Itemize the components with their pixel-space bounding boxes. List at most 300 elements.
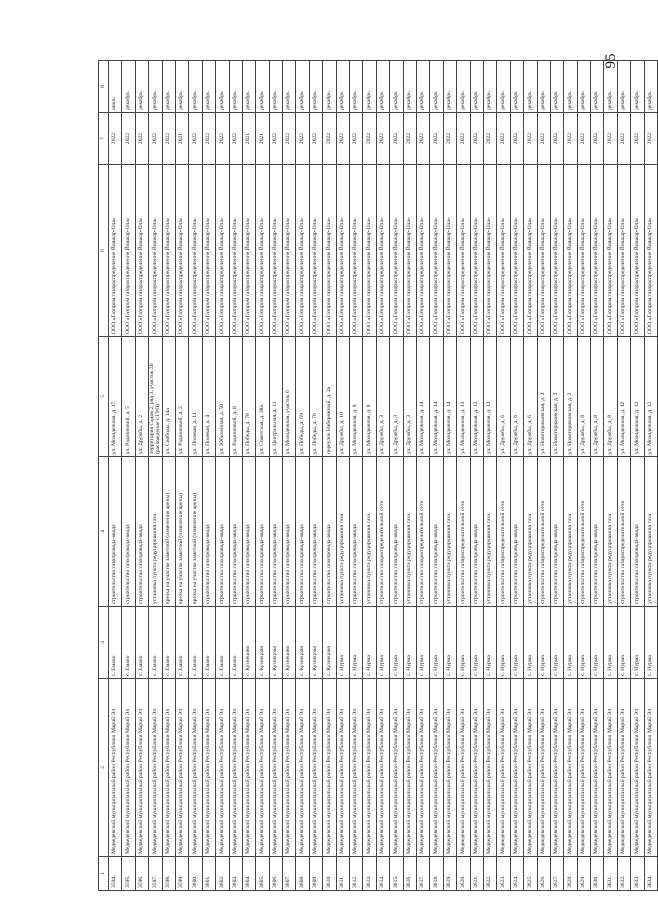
table-row xyxy=(296,61,309,891)
row-number-cell: 3628. xyxy=(564,857,577,891)
work-type-cell: строительство газопровода-ввода xyxy=(550,457,563,607)
address-cell: ул. Советская, д. 38а xyxy=(256,337,269,457)
table-row xyxy=(591,61,604,891)
organization-cell: ООО «Газпром газораспределение Йошкар-Ола» xyxy=(510,165,523,337)
table-row xyxy=(189,61,202,891)
year-cell: 2022 xyxy=(631,113,644,165)
settlement-cell: с. Еманo xyxy=(162,607,175,679)
work-type-cell: строительство газораспределительной сети xyxy=(376,457,389,607)
work-type-cell: установка пункта редуцирования газа xyxy=(604,457,617,607)
organization-cell: ООО «Газпром газораспределение Йошкар-Ола» xyxy=(269,165,282,337)
address-cell: ул. Дружбы, д. 8 xyxy=(604,337,617,457)
address-cell: ул. Полевая, д. 11 xyxy=(189,337,202,457)
address-cell: ул. Дружбы, д. 3 xyxy=(390,337,403,457)
month-cell: июнь xyxy=(109,61,122,113)
month-cell: декабрь xyxy=(644,61,657,113)
municipality-cell: Медведевский муниципальный район Республики Марий Эл xyxy=(390,679,403,857)
address-cell: ул. Победы, д. 76 xyxy=(309,337,322,457)
settlement-cell: с. Еманo xyxy=(135,607,148,679)
work-type-cell: установка пункта редуцирования газа xyxy=(564,457,577,607)
address-cell: ул. Дружбы, д. 8 xyxy=(577,337,590,457)
table-row xyxy=(122,61,135,891)
address-cell: ул. Молодежная, д. 14 xyxy=(443,337,456,457)
municipality-cell: Медведевский муниципальный район Республики Марий Эл xyxy=(296,679,309,857)
month-cell: декабрь xyxy=(631,61,644,113)
month-cell: декабрь xyxy=(135,61,148,113)
organization-cell: ООО «Газпром газораспределение Йошкар-Ола» xyxy=(149,165,162,337)
header-row xyxy=(99,61,109,891)
municipality-cell: Медведевский муниципальный район Республики Марий Эл xyxy=(283,679,296,857)
work-type-cell: строительство газопровода-ввода xyxy=(309,457,322,607)
month-cell: декабрь xyxy=(336,61,349,113)
settlement-cell: с. Нурма xyxy=(403,607,416,679)
year-cell: 2022 xyxy=(604,113,617,165)
municipality-cell: Медведевский муниципальный район Республики Марий Эл xyxy=(483,679,496,857)
municipality-cell: Медведевский муниципальный район Республики Марий Эл xyxy=(229,679,242,857)
municipality-cell: Медведевский муниципальный район Республики Марий Эл xyxy=(430,679,443,857)
organization-cell: ООО «Газпром газораспределение Йошкар-Ола» xyxy=(336,165,349,337)
row-number-cell: 3611. xyxy=(336,857,349,891)
organization-cell: ООО «Газпром газораспределение Йошкар-Ола» xyxy=(443,165,456,337)
table-row xyxy=(350,61,363,891)
row-number-cell: 3595. xyxy=(122,857,135,891)
month-cell: декабрь xyxy=(122,61,135,113)
year-cell: 2022 xyxy=(350,113,363,165)
settlement-cell: с. Кузнецово xyxy=(323,607,336,679)
municipality-cell: Медведевский муниципальный район Республики Марий Эл xyxy=(604,679,617,857)
address-cell: ул. Дружбы, д. 6 xyxy=(524,337,537,457)
municipality-cell: Медведевский муниципальный район Республики Марий Эл xyxy=(537,679,550,857)
organization-cell: ООО «Газпром газораспределение Йошкар-Ола» xyxy=(109,165,122,337)
work-type-cell: строительство газопровода-ввода xyxy=(470,457,483,607)
work-type-cell: строительство газораспределительной сети xyxy=(577,457,590,607)
address-cell: ул. Молодежная, д. 17 xyxy=(109,337,122,457)
address-cell: ул. Юбилейная, д. 50 xyxy=(216,337,229,457)
settlement-cell: с. Еманo xyxy=(175,607,188,679)
column-header: 7 xyxy=(99,113,109,165)
year-cell: 2022 xyxy=(309,113,322,165)
row-number-cell: 3629. xyxy=(577,857,590,891)
settlement-cell: с. Нурма xyxy=(416,607,429,679)
settlement-cell: с. Кузнецово xyxy=(309,607,322,679)
organization-cell: ООО «Газпром газораспределение Йошкар-Ола» xyxy=(644,165,657,337)
address-cell: ул. Полевая, д. 4 xyxy=(202,337,215,457)
work-type-cell: установка пункта редуцирования газа xyxy=(336,457,349,607)
month-cell: декабрь xyxy=(376,61,389,113)
month-cell: декабрь xyxy=(363,61,376,113)
column-header: 5 xyxy=(99,337,109,457)
work-type-cell: установка пункта редуцирования газа xyxy=(403,457,416,607)
municipality-cell: Медведевский муниципальный район Республики Марий Эл xyxy=(591,679,604,857)
year-cell: 2022 xyxy=(537,113,550,165)
organization-cell: ООО «Газпром газораспределение Йошкар-Ола» xyxy=(550,165,563,337)
year-cell: 2021 xyxy=(256,113,269,165)
municipality-cell: Медведевский муниципальный район Республики Марий Эл xyxy=(135,679,148,857)
address-cell: ул. Победы, д. 78 xyxy=(242,337,255,457)
year-cell: 2022 xyxy=(283,113,296,165)
row-number-cell: 3609. xyxy=(309,857,322,891)
address-cell: ул. Молодежная, д. 8 xyxy=(350,337,363,457)
address-cell: ул. Дружбы, д. 8 xyxy=(591,337,604,457)
month-cell: декабрь xyxy=(591,61,604,113)
work-type-cell: строительство газопровода-ввода xyxy=(510,457,523,607)
municipality-cell: Медведевский муниципальный район Республики Марий Эл xyxy=(524,679,537,857)
settlement-cell: с. Кузнецово xyxy=(283,607,296,679)
work-type-cell: строительство газопровода-ввода xyxy=(256,457,269,607)
municipality-cell: Медведевский муниципальный район Республики Марий Эл xyxy=(497,679,510,857)
row-number-cell: 3632. xyxy=(617,857,630,891)
work-type-cell: строительство газопровода-ввода xyxy=(296,457,309,607)
year-cell: 2022 xyxy=(363,113,376,165)
work-type-cell: установка пункта редуцирования газа xyxy=(443,457,456,607)
organization-cell: ООО «Газпром газораспределение Йошкар-Ола» xyxy=(323,165,336,337)
row-number-cell: 3621. xyxy=(470,857,483,891)
table-row xyxy=(416,61,429,891)
organization-cell: ООО «Газпром газораспределение Йошкар-Ола» xyxy=(564,165,577,337)
row-number-cell: 3625. xyxy=(524,857,537,891)
settlement-cell: с. Нурма xyxy=(470,607,483,679)
settlement-cell: с. Еманo xyxy=(149,607,162,679)
gasification-table xyxy=(98,60,658,891)
address-cell: ул. Свободы, д. 14а xyxy=(162,337,175,457)
work-type-cell: строительство газопровода-ввода xyxy=(283,457,296,607)
year-cell: 2022 xyxy=(443,113,456,165)
month-cell: декабрь xyxy=(403,61,416,113)
year-cell: 2022 xyxy=(336,113,349,165)
month-cell: декабрь xyxy=(443,61,456,113)
organization-cell: ООО «Газпром газораспределение Йошкар-Ола» xyxy=(202,165,215,337)
table-row xyxy=(631,61,644,891)
settlement-cell: с. Кузнецово xyxy=(242,607,255,679)
work-type-cell: установка пункта редуцирования газа xyxy=(483,457,496,607)
settlement-cell: с. Нурма xyxy=(483,607,496,679)
municipality-cell: Медведевский муниципальный район Республики Марий Эл xyxy=(403,679,416,857)
column-header: 1 xyxy=(99,857,109,891)
month-cell: декабрь xyxy=(390,61,403,113)
work-type-cell: строительство газопровода-ввода xyxy=(122,457,135,607)
year-cell: 2021 xyxy=(242,113,255,165)
month-cell: декабрь xyxy=(189,61,202,113)
month-cell: декабрь xyxy=(242,61,255,113)
settlement-cell: с. Нурма xyxy=(524,607,537,679)
address-cell: ул. Молодежная, д. 14 xyxy=(430,337,443,457)
year-cell: 2022 xyxy=(376,113,389,165)
organization-cell: ООО «Газпром газораспределение Йошкар-Ола» xyxy=(470,165,483,337)
month-cell: декабрь xyxy=(283,61,296,113)
municipality-cell: Медведевский муниципальный район Республики Марий Эл xyxy=(510,679,523,857)
municipality-cell: Медведевский муниципальный район Республики Марий Эл xyxy=(577,679,590,857)
work-type-cell: установка пункта редуцирования газа xyxy=(644,457,657,607)
month-cell: декабрь xyxy=(269,61,282,113)
organization-cell: ООО «Газпром газораспределение Йошкар-Ола» xyxy=(135,165,148,337)
settlement-cell: с. Нурма xyxy=(537,607,550,679)
row-number-cell: 3607. xyxy=(283,857,296,891)
year-cell: 2022 xyxy=(162,113,175,165)
organization-cell: ООО «Газпром газораспределение Йошкар-Ола» xyxy=(430,165,443,337)
settlement-cell: с. Еманo xyxy=(189,607,202,679)
table-row xyxy=(577,61,590,891)
year-cell: 2022 xyxy=(269,113,282,165)
table-row xyxy=(644,61,657,891)
organization-cell: ООО «Газпром газораспределение Йошкар-Ола» xyxy=(617,165,630,337)
municipality-cell: Медведевский муниципальный район Республики Марий Эл xyxy=(457,679,470,857)
month-cell: декабрь xyxy=(577,61,590,113)
row-number-cell: 3620. xyxy=(457,857,470,891)
row-number-cell: 3627. xyxy=(550,857,563,891)
organization-cell: ООО «Газпром газораспределение Йошкар-Ола» xyxy=(483,165,496,337)
work-type-cell: строительство газопровода-ввода xyxy=(350,457,363,607)
table-row xyxy=(175,61,188,891)
year-cell: 2022 xyxy=(497,113,510,165)
address-cell: ул. Молодежная, д. 12 xyxy=(617,337,630,457)
municipality-cell: Медведевский муниципальный район Республики Марий Эл xyxy=(109,679,122,857)
row-number-cell: 3600. xyxy=(189,857,202,891)
table-row xyxy=(309,61,322,891)
address-cell: ул. Новоторжковская, д. 2 xyxy=(537,337,550,457)
work-type-cell: строительство газопровода-ввода xyxy=(269,457,282,607)
settlement-cell: с. Нурма xyxy=(376,607,389,679)
work-type-cell: установка пункта редуцирования газа xyxy=(363,457,376,607)
table-row xyxy=(363,61,376,891)
month-cell: декабрь xyxy=(430,61,443,113)
year-cell: 2022 xyxy=(617,113,630,165)
settlement-cell: с. Кузнецово xyxy=(256,607,269,679)
row-number-cell: 3594. xyxy=(109,857,122,891)
column-header: 4 xyxy=(99,457,109,607)
month-cell: декабрь xyxy=(323,61,336,113)
address-cell: ул. Новоторжковская, д. 2 xyxy=(564,337,577,457)
work-type-cell: врезка на участке заметной (изменение арены) xyxy=(162,457,175,607)
table-row xyxy=(109,61,122,891)
organization-cell: ООО «Газпром газораспределение Йошкар-Ола» xyxy=(390,165,403,337)
table-row xyxy=(149,61,162,891)
organization-cell: ООО «Газпром газораспределение Йошкар-Ола» xyxy=(242,165,255,337)
municipality-cell: Медведевский муниципальный район Республики Марий Эл xyxy=(269,679,282,857)
month-cell: декабрь xyxy=(296,61,309,113)
year-cell: 2022 xyxy=(403,113,416,165)
municipality-cell: Медведевский муниципальный район Республики Марий Эл xyxy=(617,679,630,857)
work-type-cell: установка пункта редуцирования газа xyxy=(524,457,537,607)
settlement-cell: с. Нурма xyxy=(577,607,590,679)
year-cell: 2022 xyxy=(510,113,523,165)
year-cell: 2022 xyxy=(323,113,336,165)
work-type-cell: строительство газопровода-ввода xyxy=(390,457,403,607)
organization-cell: ООО «Газпром газораспределение Йошкар-Ола» xyxy=(162,165,175,337)
row-number-cell: 3614. xyxy=(376,857,389,891)
settlement-cell: с. Нурма xyxy=(363,607,376,679)
address-cell: ул. Молодежная, д. 8 xyxy=(363,337,376,457)
work-type-cell: установка пункта редуцирования газа xyxy=(149,457,162,607)
work-type-cell: строительство газопровода-ввода xyxy=(591,457,604,607)
municipality-cell: Медведевский муниципальный район Республики Марий Эл xyxy=(416,679,429,857)
year-cell: 2021 xyxy=(175,113,188,165)
table-row xyxy=(483,61,496,891)
month-cell: декабрь xyxy=(175,61,188,113)
table-row xyxy=(443,61,456,891)
address-cell: ул. Дружбы, д. 3 xyxy=(403,337,416,457)
municipality-cell: Медведевский муниципальный район Республики Марий Эл xyxy=(323,679,336,857)
row-number-cell: 3599. xyxy=(175,857,188,891)
organization-cell: ООО «Газпром газораспределение Йошкар-Ола» xyxy=(309,165,322,337)
address-cell: ул. Радионовой, д. 2 xyxy=(175,337,188,457)
municipality-cell: Медведевский муниципальный район Республики Марий Эл xyxy=(350,679,363,857)
table-row xyxy=(550,61,563,891)
work-type-cell: строительство газораспределительной сети xyxy=(617,457,630,607)
table-row xyxy=(323,61,336,891)
organization-cell: ООО «Газпром газораспределение Йошкар-Ола» xyxy=(631,165,644,337)
work-type-cell: строительство газопровода-ввода xyxy=(242,457,255,607)
row-number-cell: 3623. xyxy=(497,857,510,891)
address-cell: ул. Молодежная, д. 13 xyxy=(483,337,496,457)
month-cell: декабрь xyxy=(483,61,496,113)
municipality-cell: Медведевский муниципальный район Республики Марий Эл xyxy=(189,679,202,857)
municipality-cell: Медведевский муниципальный район Республики Марий Эл xyxy=(550,679,563,857)
municipality-cell: Медведевский муниципальный район Республики Марий Эл xyxy=(162,679,175,857)
organization-cell: ООО «Газпром газораспределение Йошкар-Ола» xyxy=(229,165,242,337)
municipality-cell: Медведевский муниципальный район Республики Марий Эл xyxy=(175,679,188,857)
municipality-cell: Медведевский муниципальный район Республики Марий Эл xyxy=(443,679,456,857)
organization-cell: ООО «Газпром газораспределение Йошкар-Ола» xyxy=(524,165,537,337)
work-type-cell: строительство газопровода-ввода xyxy=(216,457,229,607)
year-cell: 2022 xyxy=(135,113,148,165)
address-cell: ул. Радионовой, д. 5 xyxy=(122,337,135,457)
row-number-cell: 3610. xyxy=(323,857,336,891)
month-cell: декабрь xyxy=(256,61,269,113)
settlement-cell: с. Еманo xyxy=(202,607,215,679)
settlement-cell: с. Нурма xyxy=(336,607,349,679)
table-row xyxy=(336,61,349,891)
month-cell: декабрь xyxy=(537,61,550,113)
month-cell: декабрь xyxy=(162,61,175,113)
month-cell: декабрь xyxy=(604,61,617,113)
organization-cell: ООО «Газпром газораспределение Йошкар-Ола» xyxy=(457,165,470,337)
year-cell: 2022 xyxy=(644,113,657,165)
row-number-cell: 3598. xyxy=(162,857,175,891)
municipality-cell: Медведевский муниципальный район Республики Марий Эл xyxy=(644,679,657,857)
organization-cell: ООО «Газпром газораспределение Йошкар-Ола» xyxy=(122,165,135,337)
work-type-cell: строительство газораспределительной сети xyxy=(457,457,470,607)
settlement-cell: с. Нурма xyxy=(564,607,577,679)
organization-cell: ООО «Газпром газораспределение Йошкар-Ола» xyxy=(189,165,202,337)
settlement-cell: с. Нурма xyxy=(617,607,630,679)
organization-cell: ООО «Газпром газораспределение Йошкар-Ола» xyxy=(283,165,296,337)
year-cell: 2022 xyxy=(390,113,403,165)
year-cell: 2022 xyxy=(149,113,162,165)
row-number-cell: 3608. xyxy=(296,857,309,891)
organization-cell: ООО «Газпром газораспределение Йошкар-Ола» xyxy=(363,165,376,337)
settlement-cell: с. Нурма xyxy=(644,607,657,679)
table-row xyxy=(283,61,296,891)
row-number-cell: 3613. xyxy=(363,857,376,891)
year-cell: 2022 xyxy=(591,113,604,165)
row-number-cell: 3617. xyxy=(416,857,429,891)
municipality-cell: Медведевский муниципальный район Республики Марий Эл xyxy=(149,679,162,857)
work-type-cell: врезка на участке заметной (изменение арены) xyxy=(175,457,188,607)
municipality-cell: Медведевский муниципальный район Республики Марий Эл xyxy=(242,679,255,857)
year-cell: 2022 xyxy=(189,113,202,165)
year-cell: 2022 xyxy=(550,113,563,165)
table-row xyxy=(269,61,282,891)
organization-cell: ООО «Газпром газораспределение Йошкар-Ола» xyxy=(416,165,429,337)
year-cell: 2022 xyxy=(524,113,537,165)
month-cell: декабрь xyxy=(524,61,537,113)
work-type-cell: строительство газопровода-ввода xyxy=(631,457,644,607)
organization-cell: ООО «Газпром газораспределение Йошкар-Ола» xyxy=(350,165,363,337)
month-cell: декабрь xyxy=(457,61,470,113)
address-cell: ул. Дружбы, д. 6 xyxy=(497,337,510,457)
row-number-cell: 3633. xyxy=(631,857,644,891)
table-row xyxy=(202,61,215,891)
work-type-cell: строительство газопровода-ввода xyxy=(229,457,242,607)
year-cell: 2022 xyxy=(216,113,229,165)
row-number-cell: 3619. xyxy=(443,857,456,891)
address-cell: ул. Радионовой, д. 8 xyxy=(229,337,242,457)
month-cell: декабрь xyxy=(470,61,483,113)
address-cell: ул. Молодежная, д. 13 xyxy=(470,337,483,457)
table-row xyxy=(229,61,242,891)
month-cell: декабрь xyxy=(149,61,162,113)
column-header: 6 xyxy=(99,165,109,337)
address-cell: ул. Дружбы, д. 2 xyxy=(135,337,148,457)
row-number-cell: 3612. xyxy=(350,857,363,891)
year-cell: 2022 xyxy=(564,113,577,165)
settlement-cell: с. Нурма xyxy=(591,607,604,679)
row-number-cell: 3596. xyxy=(135,857,148,891)
year-cell: 2022 xyxy=(202,113,215,165)
address-cell: ул. Центральная, д. 11 xyxy=(269,337,282,457)
settlement-cell: с. Нурма xyxy=(550,607,563,679)
month-cell: декабрь xyxy=(309,61,322,113)
month-cell: декабрь xyxy=(497,61,510,113)
organization-cell: ООО «Газпром газораспределение Йошкар-Ола» xyxy=(175,165,188,337)
row-number-cell: 3624. xyxy=(510,857,523,891)
settlement-cell: с. Кузнецово xyxy=(269,607,282,679)
organization-cell: ООО «Газпром газораспределение Йошкар-Ола» xyxy=(403,165,416,337)
municipality-cell: Медведевский муниципальный район Республики Марий Эл xyxy=(336,679,349,857)
address-cell: ул. Дружбы, д. 3 xyxy=(376,337,389,457)
work-type-cell: строительство газопровода-ввода xyxy=(202,457,215,607)
table-row xyxy=(470,61,483,891)
settlement-cell: с. Нурма xyxy=(604,607,617,679)
row-number-cell: 3616. xyxy=(403,857,416,891)
row-number-cell: 3626. xyxy=(537,857,550,891)
table-row xyxy=(242,61,255,891)
organization-cell: ООО «Газпром газораспределение Йошкар-Ола» xyxy=(497,165,510,337)
work-type-cell: строительство газопровода-ввода xyxy=(323,457,336,607)
page-number: 95 xyxy=(603,53,619,69)
row-number-cell: 3603. xyxy=(229,857,242,891)
table-row xyxy=(457,61,470,891)
row-number-cell: 3597. xyxy=(149,857,162,891)
address-cell: ул. Молодежная, д. 12 xyxy=(644,337,657,457)
organization-cell: ООО «Газпром газораспределение Йошкар-Ола» xyxy=(376,165,389,337)
year-cell: 2022 xyxy=(296,113,309,165)
row-number-cell: 3606. xyxy=(269,857,282,891)
organization-cell: ООО «Газпром газораспределение Йошкар-Ола» xyxy=(577,165,590,337)
row-number-cell: 3630. xyxy=(591,857,604,891)
municipality-cell: Медведевский муниципальный район Республики Марий Эл xyxy=(363,679,376,857)
municipality-cell: Медведевский муниципальный район Республики Марий Эл xyxy=(202,679,215,857)
rotated-table-frame xyxy=(98,61,654,891)
organization-cell: ООО «Газпром газораспределение Йошкар-Ола» xyxy=(256,165,269,337)
settlement-cell: с. Нурма xyxy=(631,607,644,679)
address-cell: ул. Новоторжковская, д. 2 xyxy=(550,337,563,457)
table-row xyxy=(617,61,630,891)
settlement-cell: с. Еманo xyxy=(109,607,122,679)
work-type-cell: строительство газопровода-ввода xyxy=(430,457,443,607)
address-cell: ул. Дружбы, д. 6 xyxy=(510,337,523,457)
month-cell: декабрь xyxy=(216,61,229,113)
